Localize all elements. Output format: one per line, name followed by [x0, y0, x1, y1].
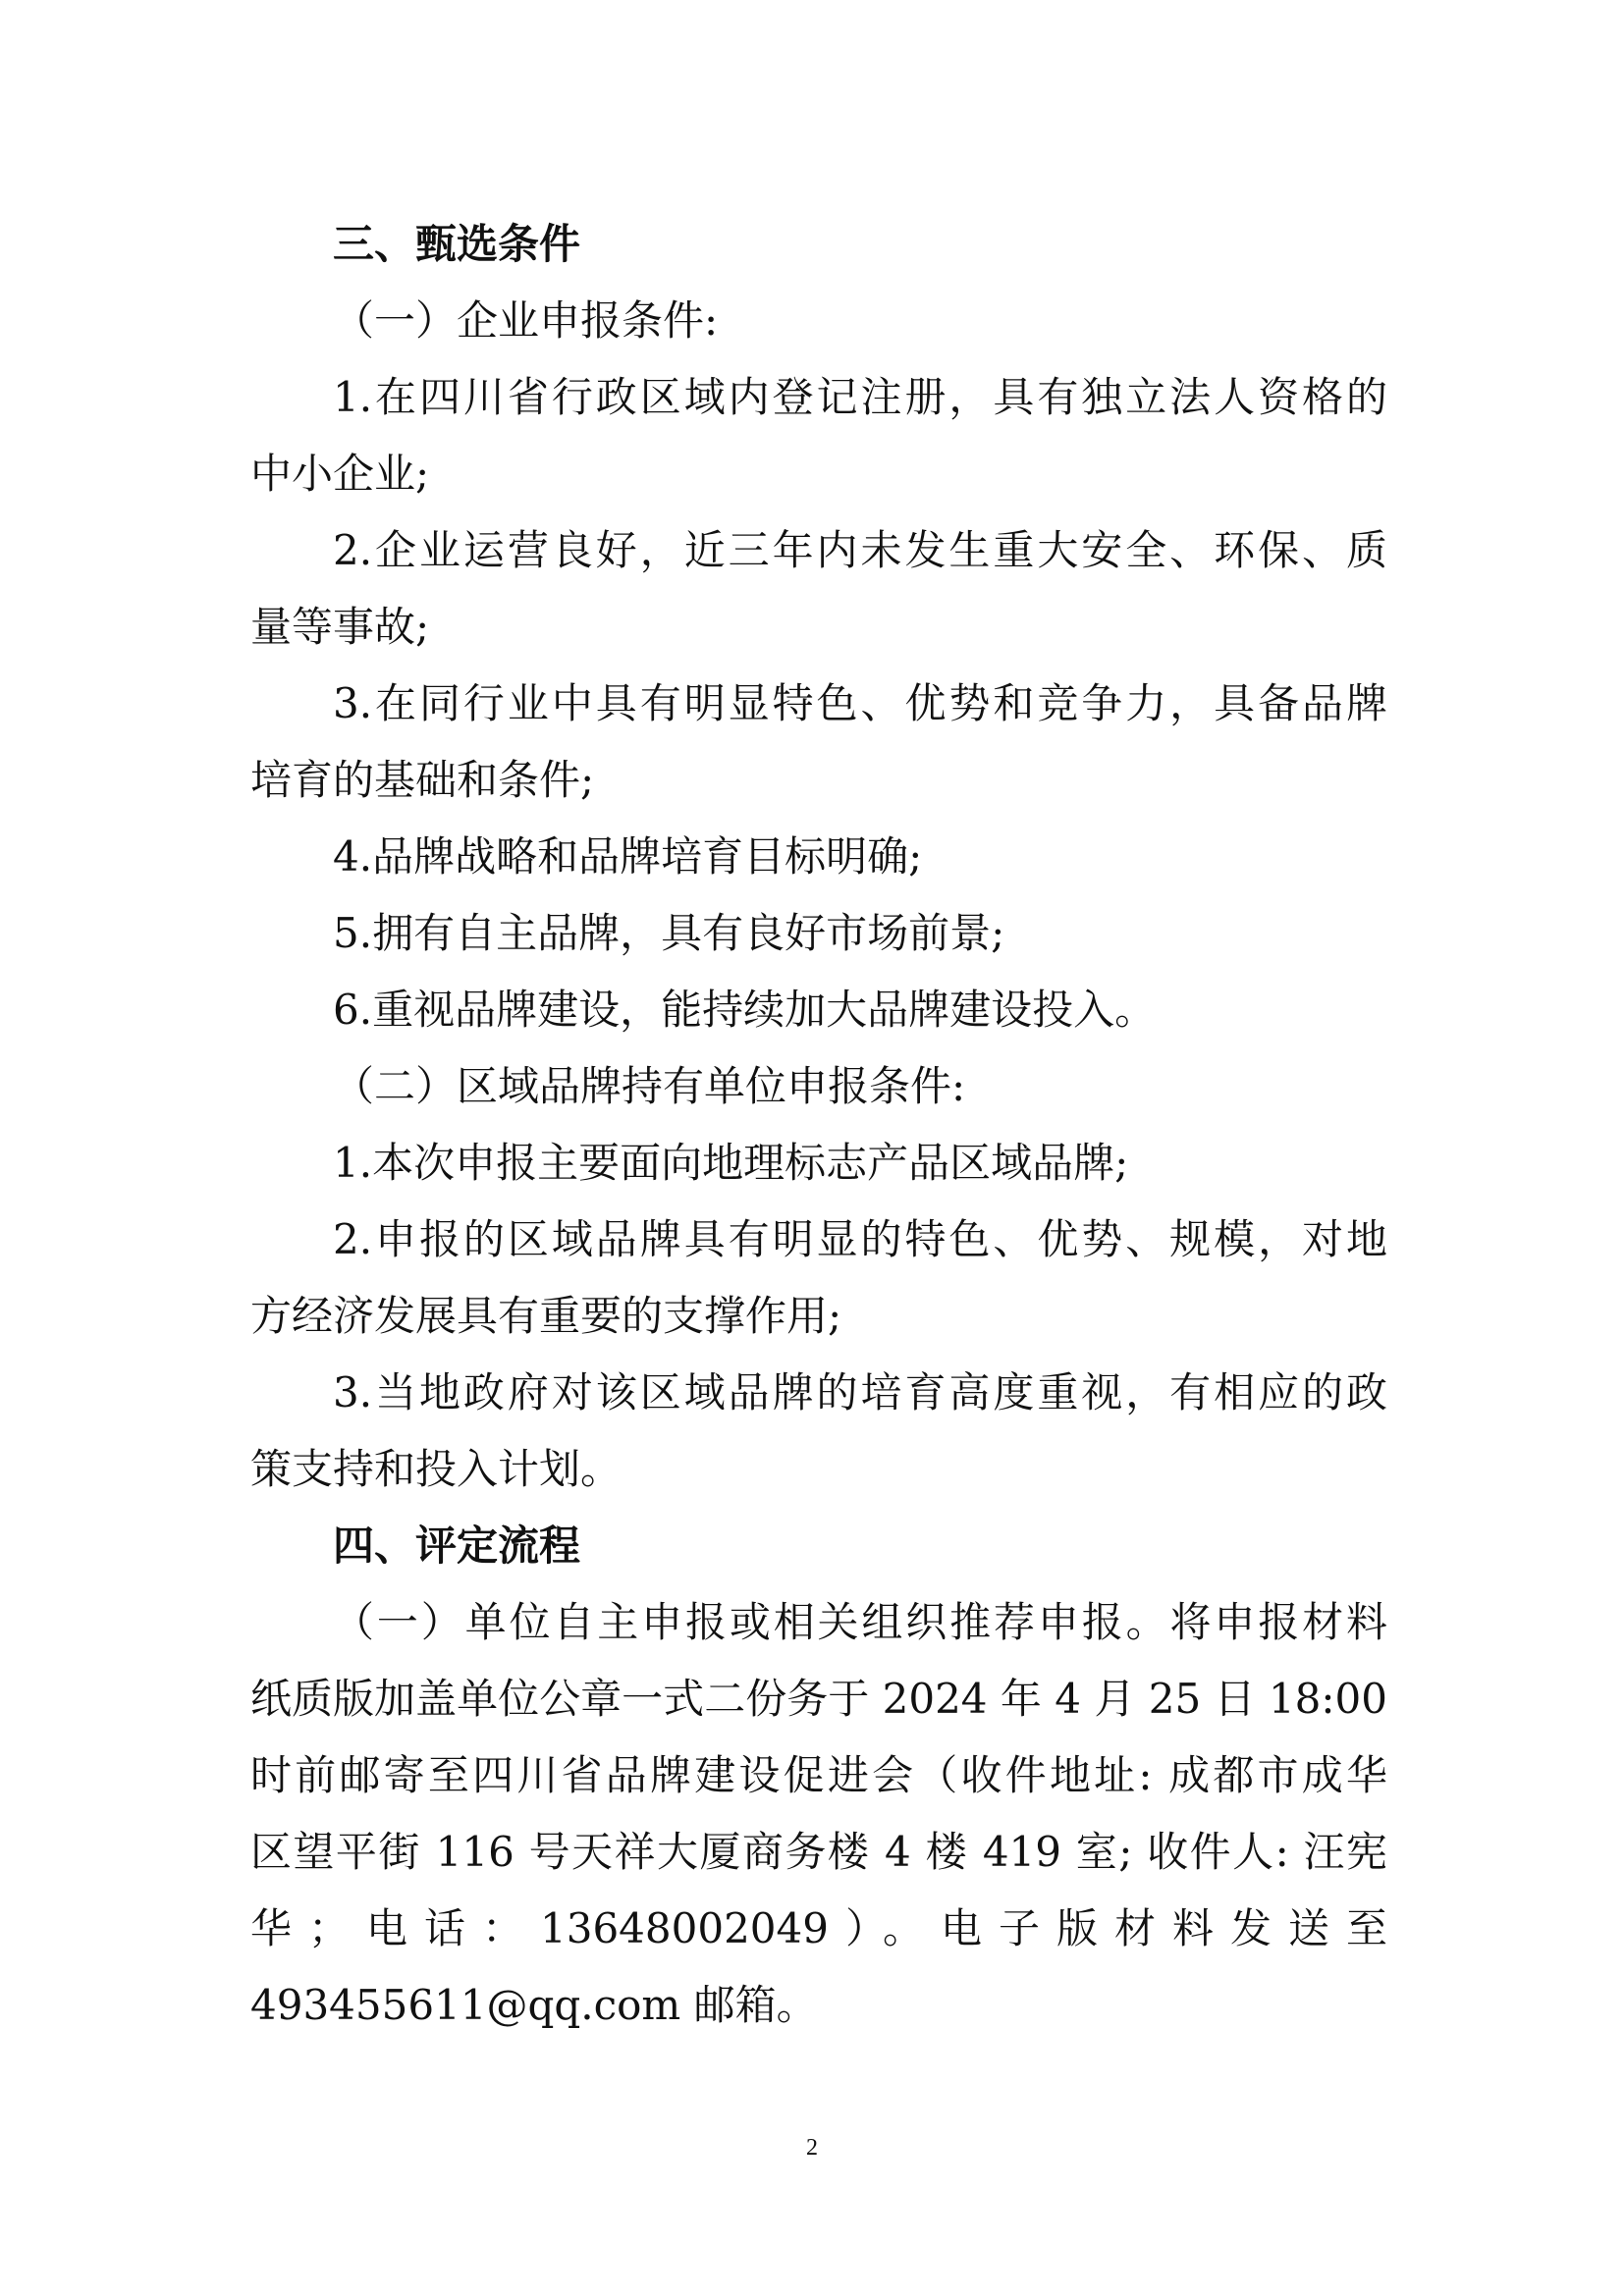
condition-line: 4.品牌战略和品牌培育目标明确;	[333, 832, 923, 881]
process-line: 时前邮寄至四川省品牌建设促进会（收件地址: 成都市成华	[250, 1751, 1387, 1799]
condition-line: 3.在同行业中具有明显特色、优势和竞争力，具备品牌	[333, 679, 1387, 727]
document-body	[250, 206, 1387, 2044]
subheading-enterprise-conditions: （一）企业申报条件:	[333, 296, 719, 345]
condition-line: 3.当地政府对该区域品牌的培育高度重视，有相应的政	[333, 1368, 1387, 1416]
condition-line: 2.企业运营良好，近三年内未发生重大安全、环保、质	[333, 526, 1387, 574]
process-line: 493455611@qq.com 邮箱。	[250, 1981, 818, 2029]
subheading-regional-brand-conditions: （二）区域品牌持有单位申报条件:	[333, 1062, 966, 1110]
condition-line: 2.申报的区域品牌具有明显的特色、优势、规模，对地	[333, 1215, 1387, 1263]
condition-line: 培育的基础和条件;	[250, 756, 595, 804]
page-number: 2	[806, 2135, 818, 2161]
condition-line: 策支持和投入计划。	[250, 1445, 623, 1493]
process-line: （一）单位自主申报或相关组织推荐申报。将申报材料	[333, 1598, 1387, 1646]
condition-line: 中小企业;	[250, 450, 430, 498]
condition-line: 6.重视品牌建设，能持续加大品牌建设投入。	[333, 986, 1157, 1034]
process-line: 区望平街 116 号天祥大厦商务楼 4 楼 419 室; 收件人: 汪宪	[250, 1828, 1387, 1876]
condition-line: 量等事故;	[250, 603, 430, 651]
condition-line: 1.本次申报主要面向地理标志产品区域品牌;	[333, 1139, 1129, 1187]
process-line: 纸质版加盖单位公章一式二份务于 2024 年 4 月 25 日 18:00	[250, 1675, 1387, 1723]
condition-line: 方经济发展具有重要的支撑作用;	[250, 1292, 842, 1340]
condition-line: 1.在四川省行政区域内登记注册，具有独立法人资格的	[333, 373, 1387, 421]
condition-line: 5.拥有自主品牌，具有良好市场前景;	[333, 909, 1005, 957]
process-line: 华；电话：13648002049）。电子版材料发送至	[250, 1904, 1387, 1952]
section-heading-evaluation-process: 四、评定流程	[333, 1522, 581, 1570]
section-heading-selection-conditions: 三、甄选条件	[333, 220, 581, 268]
